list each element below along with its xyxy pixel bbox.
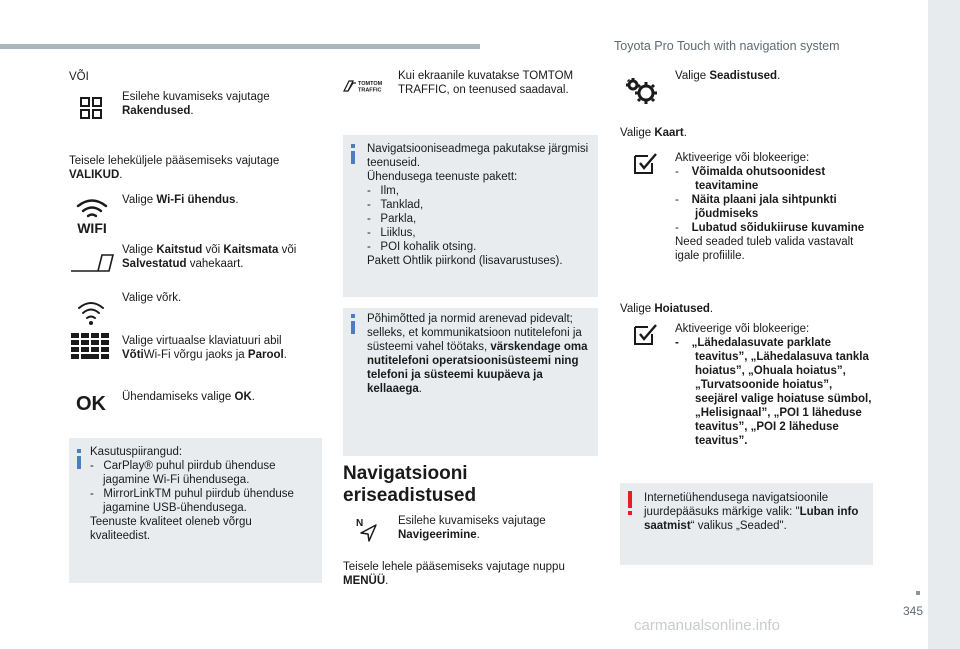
service-item: - Ilm, xyxy=(367,185,399,197)
alerts-list: - „Lähedalasuvate parklate teavitus”, „Lähedalasuva tankla hoiatus”, „Ohuala hoiatus”, „Turvatsoonide hoiatus”, seejärel valige hoiatuse sümbol, „Helisignaal”, „POI 1 läheduse teavitus”, „POI 2 läheduse teavitus”. xyxy=(675,337,872,447)
side-tab xyxy=(928,0,960,649)
services-info-box xyxy=(343,135,598,297)
warning-icon-dot xyxy=(628,511,632,515)
keyboard-instruction: Valige virtuaalse klaviatuuri abil VõtiWi-Fi võrgu jaoks ja Parool. xyxy=(122,335,287,361)
wifi-icon xyxy=(72,196,112,234)
section-title: Navigatsiooni eriseadistused xyxy=(343,463,477,506)
checkbox-icon xyxy=(634,324,658,346)
services-intro: Navigatsiooniseadmega pakutakse järgmisi teenuseid. xyxy=(367,143,589,169)
apps-instruction: Esilehe kuvamiseks vajutage Rakendused. xyxy=(122,91,270,117)
services-text xyxy=(367,142,592,268)
toggle-intro: Aktiveerige või blokeerige: xyxy=(675,323,810,335)
page-marker xyxy=(916,591,920,595)
settings-gears-icon xyxy=(624,76,660,106)
keyboard-icon xyxy=(71,333,109,359)
toggle-option: - Näita plaani jala sihtpunkti jõudmiseks xyxy=(675,194,837,220)
svg-text:TOMTOM: TOMTOM xyxy=(358,81,383,87)
wifi-instruction: Valige Wi-Fi ühendus. xyxy=(122,194,239,206)
service-item: - Parkla, xyxy=(367,213,417,225)
services-hazard-package: Pakett Ohtlik piirkond (lisavarustuses). xyxy=(367,255,563,267)
ok-instruction: Ühendamiseks valige OK. xyxy=(122,391,255,403)
service-item: - POI kohalik otsing. xyxy=(367,241,477,253)
ok-icon: OK xyxy=(76,393,106,415)
info-icon-dot xyxy=(351,144,355,148)
warning-icon-bar xyxy=(628,491,632,508)
warning-box xyxy=(620,483,873,565)
map-toggle-text xyxy=(675,151,875,263)
standards-info-box xyxy=(343,308,598,456)
checkbox-icon xyxy=(634,153,658,175)
alerts-toggle-text xyxy=(675,322,875,448)
tab-shape-icon xyxy=(70,253,114,273)
wifi-signal-icon xyxy=(76,297,106,327)
alerts-instruction: Valige Hoiatused. xyxy=(620,303,714,315)
watermark: carmanualsonline.info xyxy=(634,617,780,634)
limitation-item: - CarPlay® puhul piirdub ühenduse jagamine Wi-Fi ühendusega. xyxy=(90,460,276,486)
limitations-title: Kasutuspiirangud: xyxy=(90,446,183,458)
network-instruction: Valige võrk. xyxy=(122,292,182,304)
service-item: - Tanklad, xyxy=(367,199,424,211)
limitation-item: - MirrorLinkTM puhul piirdub ühenduse jagamine USB-ühendusega. xyxy=(90,488,294,514)
info-icon-dot xyxy=(77,449,81,453)
map-instruction: Valige Kaart. xyxy=(620,127,687,139)
menu-instruction: Teisele lehele pääsemiseks vajutage nuppu MENÜÜ. xyxy=(343,561,565,587)
tomtom-traffic-logo xyxy=(343,79,391,93)
limitations-note: Teenuste kvaliteet oleneb võrgu kvaliteedist. xyxy=(90,516,252,542)
options-instruction: Teisele leheküljele pääsemiseks vajutage VALIKUD. xyxy=(69,155,280,181)
apps-grid-icon xyxy=(80,97,102,119)
standards-text: Põhimõtted ja normid arenevad pidevalt; selleks, et kommunikatsioon nutitelefoni ja süsteemi vahel töötaks, värskendage oma nutitelefoni operatsioonisüsteemi ning telefoni ja süsteemi kuupäeva ja kellaaega. xyxy=(367,313,588,395)
or-label: VÕI xyxy=(69,71,89,83)
profile-note: Need seaded tuleb valida vastavalt igale profiilile. xyxy=(675,236,854,262)
page-header-title: Toyota Pro Touch with navigation system xyxy=(614,39,840,53)
toggle-option: - Võimalda ohutsoonidest teavitamine xyxy=(675,166,826,192)
header-rule xyxy=(0,44,480,49)
svg-text:N: N xyxy=(356,518,364,529)
svg-text:TRAFFIC: TRAFFIC xyxy=(358,87,382,93)
settings-instruction: Valige Seadistused. xyxy=(675,70,781,82)
info-icon-bar xyxy=(351,151,355,164)
navigation-arrow-icon xyxy=(355,516,379,542)
services-package: Ühendusega teenuste pakett: xyxy=(367,171,518,183)
limitations-info-box xyxy=(69,438,322,583)
info-icon-bar xyxy=(77,456,81,469)
service-item: - Liiklus, xyxy=(367,227,416,239)
info-icon-bar xyxy=(351,321,355,334)
page-number: 345 xyxy=(903,604,924,618)
warning-text: Internetiühendusega navigatsioonile juurdepääsuks märkige valik: "Luban info saatmist“ valikus „Seaded". xyxy=(644,492,859,532)
toggle-intro: Aktiveerige või blokeerige: xyxy=(675,152,810,164)
navigation-instruction: Esilehe kuvamiseks vajutage Navigeerimine. xyxy=(398,515,546,541)
tomtom-traffic-text: Kui ekraanile kuvatakse TOMTOM TRAFFIC, on teenused saadaval. xyxy=(398,70,574,96)
security-tab-instruction: Valige Kaitstud või Kaitsmata või Salvestatud vahekaart. xyxy=(122,244,297,270)
info-icon-dot xyxy=(351,314,355,318)
svg-text:WIFI: WIFI xyxy=(77,220,107,234)
limitations-text xyxy=(90,445,315,543)
toggle-option: - Lubatud sõidukiiruse kuvamine xyxy=(675,222,865,234)
